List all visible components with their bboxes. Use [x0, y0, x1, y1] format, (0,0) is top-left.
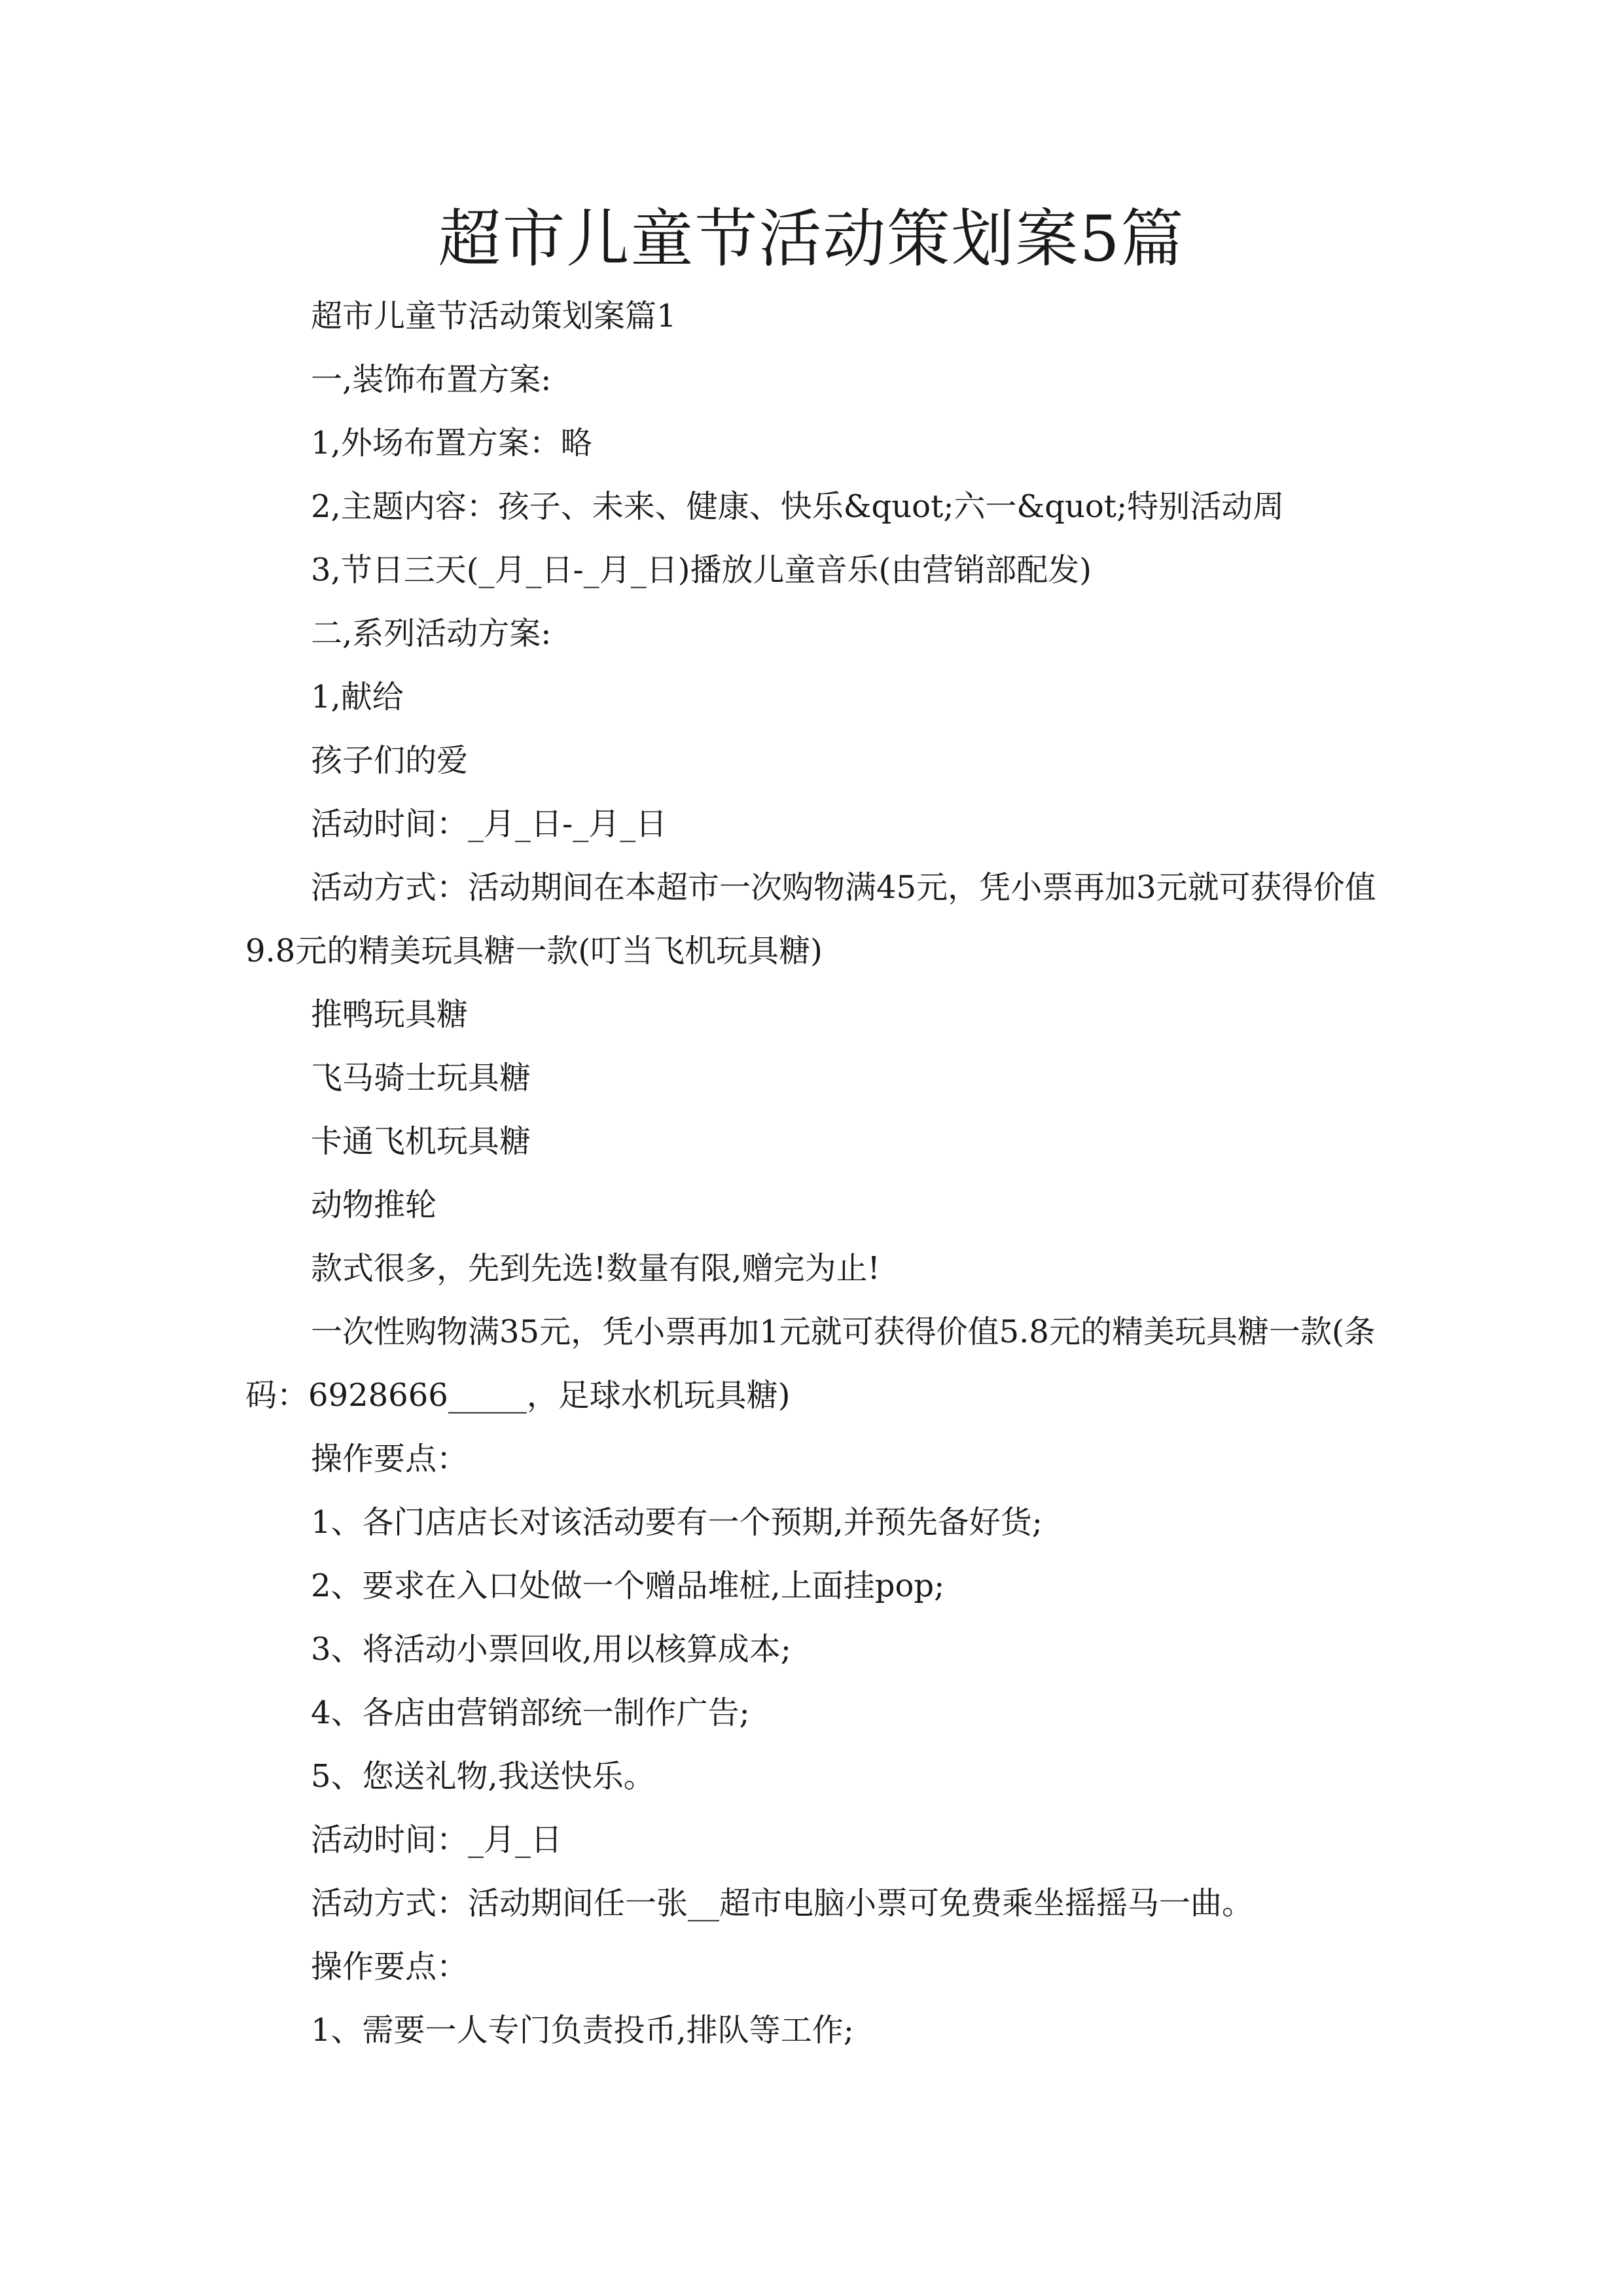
paragraph: 2、要求在入口处做一个赠品堆桩,上面挂pop;: [311, 1568, 945, 1604]
paragraph-activity-heading: 二,系列活动方案:: [311, 615, 552, 652]
paragraph: 活动时间：_月_日-_月_日: [311, 806, 668, 842]
paragraph: 3、将活动小票回收,用以核算成本;: [311, 1631, 791, 1668]
paragraph: 一次性购物满35元，凭小票再加1元就可获得价值5.8元的精美玩具糖一款(条码：6928666_____，足球水机玩具糖): [245, 1314, 1376, 1414]
paragraph: 1、各门店店长对该活动要有一个预期,并预先备好货;: [311, 1504, 1043, 1541]
paragraph: 5、您送礼物,我送快乐。: [311, 1758, 655, 1795]
paragraph: 推鸭玩具糖: [311, 996, 469, 1033]
paragraph: 活动方式：活动期间任一张__超市电脑小票可免费乘坐摇摇马一曲。: [311, 1885, 1254, 1922]
paragraph-decoration-heading: 一,装饰布置方案:: [311, 361, 552, 398]
paragraph: 活动时间：_月_日: [311, 1821, 563, 1858]
paragraph: 操作要点：: [311, 1441, 469, 1477]
paragraph: 1,献给: [311, 679, 404, 715]
paragraph: 2,主题内容：孩子、未来、健康、快乐&quot;六一&quot;特别活动周: [311, 488, 1285, 525]
paragraph: 1、需要一人专门负责投币,排队等工作;: [311, 2012, 854, 2049]
paragraph: 操作要点：: [311, 1948, 469, 1985]
paragraph: 动物推轮: [311, 1187, 437, 1223]
paragraph-section-heading: 超市儿童节活动策划案篇1: [311, 298, 677, 334]
document-body: [245, 285, 1381, 2062]
paragraph: 卡通飞机玩具糖: [311, 1123, 531, 1160]
paragraph: 孩子们的爱: [311, 742, 469, 779]
paragraph: 飞马骑士玩具糖: [311, 1060, 531, 1096]
paragraph: 1,外场布置方案：略: [311, 425, 592, 461]
paragraph: 4、各店由营销部统一制作广告;: [311, 1695, 750, 1731]
paragraph: 活动方式：活动期间在本超市一次购物满45元，凭小票再加3元就可获得价值9.8元的精美玩具糖一款(叮当飞机玩具糖): [245, 869, 1376, 969]
paragraph: 款式很多，先到先选!数量有限,赠完为止!: [311, 1250, 880, 1287]
document-title: 超市儿童节活动策划案5篇: [438, 202, 1185, 276]
paragraph: 3,节日三天(_月_日-_月_日)播放儿童音乐(由营销部配发): [311, 552, 1092, 588]
